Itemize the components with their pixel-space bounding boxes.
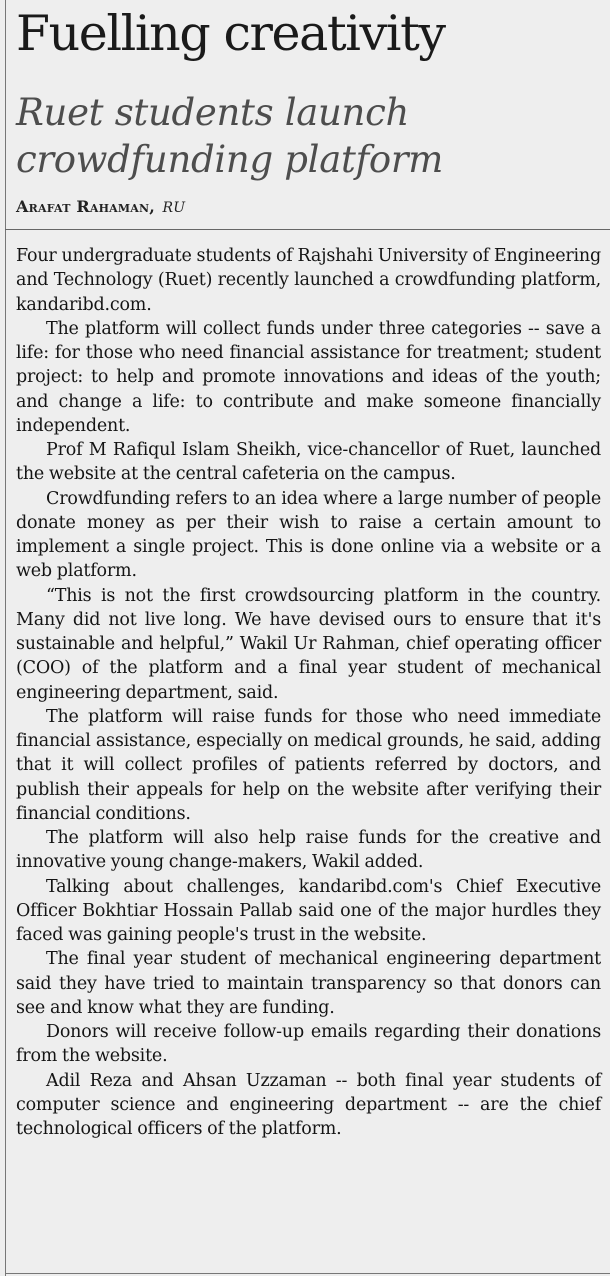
paragraph: Talking about challenges, kandaribd.com's Chief Executive Officer Bokhtiar Hossain Pallab said one of the major hurdles they faced was gaining people's trust in the website. <box>16 876 601 945</box>
article-body <box>16 244 601 1141</box>
paragraph: Crowdfunding refers to an idea where a large number of people donate money as per their wish to raise a certain amount to implement a single project. This is done online via a website or a web platform. <box>16 488 601 582</box>
byline <box>16 197 185 216</box>
byline-location: RU <box>162 200 186 216</box>
paragraph: The final year student of mechanical engineering department said they have tried to maintain transparency so that donors can see and know what they are funding. <box>16 949 601 1018</box>
paragraph: Donors will receive follow-up emails regarding their donations from the website. <box>16 1022 601 1067</box>
paragraph: Four undergraduate students of Rajshahi University of Engineering and Technology (Ruet) recently launched a crowdfunding platform, kandaribd.com. <box>16 246 601 315</box>
paragraph: The platform will raise funds for those who need immediate financial assistance, especially on medical grounds, he said, adding that it will collect profiles of patients referred by doctors, and publish their appeals for help on the website after verifying their financial conditions. <box>16 706 601 824</box>
paragraph: “This is not the first crowdsourcing platform in the country. Many did not live long. We have devised ours to ensure that it's sustainable and helpful,” Wakil Ur Rahman, chief operating officer (COO) of the platform and a final year student of mechanical engineering department, said. <box>16 585 601 703</box>
paragraph: The platform will also help raise funds for the creative and innovative young change-makers, Wakil added. <box>16 828 601 873</box>
headline: Fuelling creativity <box>16 5 445 62</box>
byline-divider <box>5 229 610 230</box>
paragraph: The platform will collect funds under three categories -- save a life: for those who need financial assistance for treatment; student project: to help and promote innovations and ideas of the youth; and change a life: to contribute and make someone financially independent. <box>16 318 601 436</box>
left-column-rule <box>5 0 6 1276</box>
subheadline: Ruet students launch crowdfunding platform <box>16 91 444 181</box>
bottom-rule <box>5 1273 610 1274</box>
byline-author: Arafat Rahaman, <box>16 197 156 216</box>
paragraph: Adil Reza and Ahsan Uzzaman -- both final year students of computer science and engineering department -- are the chief technological officers of the platform. <box>16 1070 601 1139</box>
paragraph: Prof M Rafiqul Islam Sheikh, vice-chancellor of Ruet, launched the website at the central cafeteria on the campus. <box>16 440 601 485</box>
